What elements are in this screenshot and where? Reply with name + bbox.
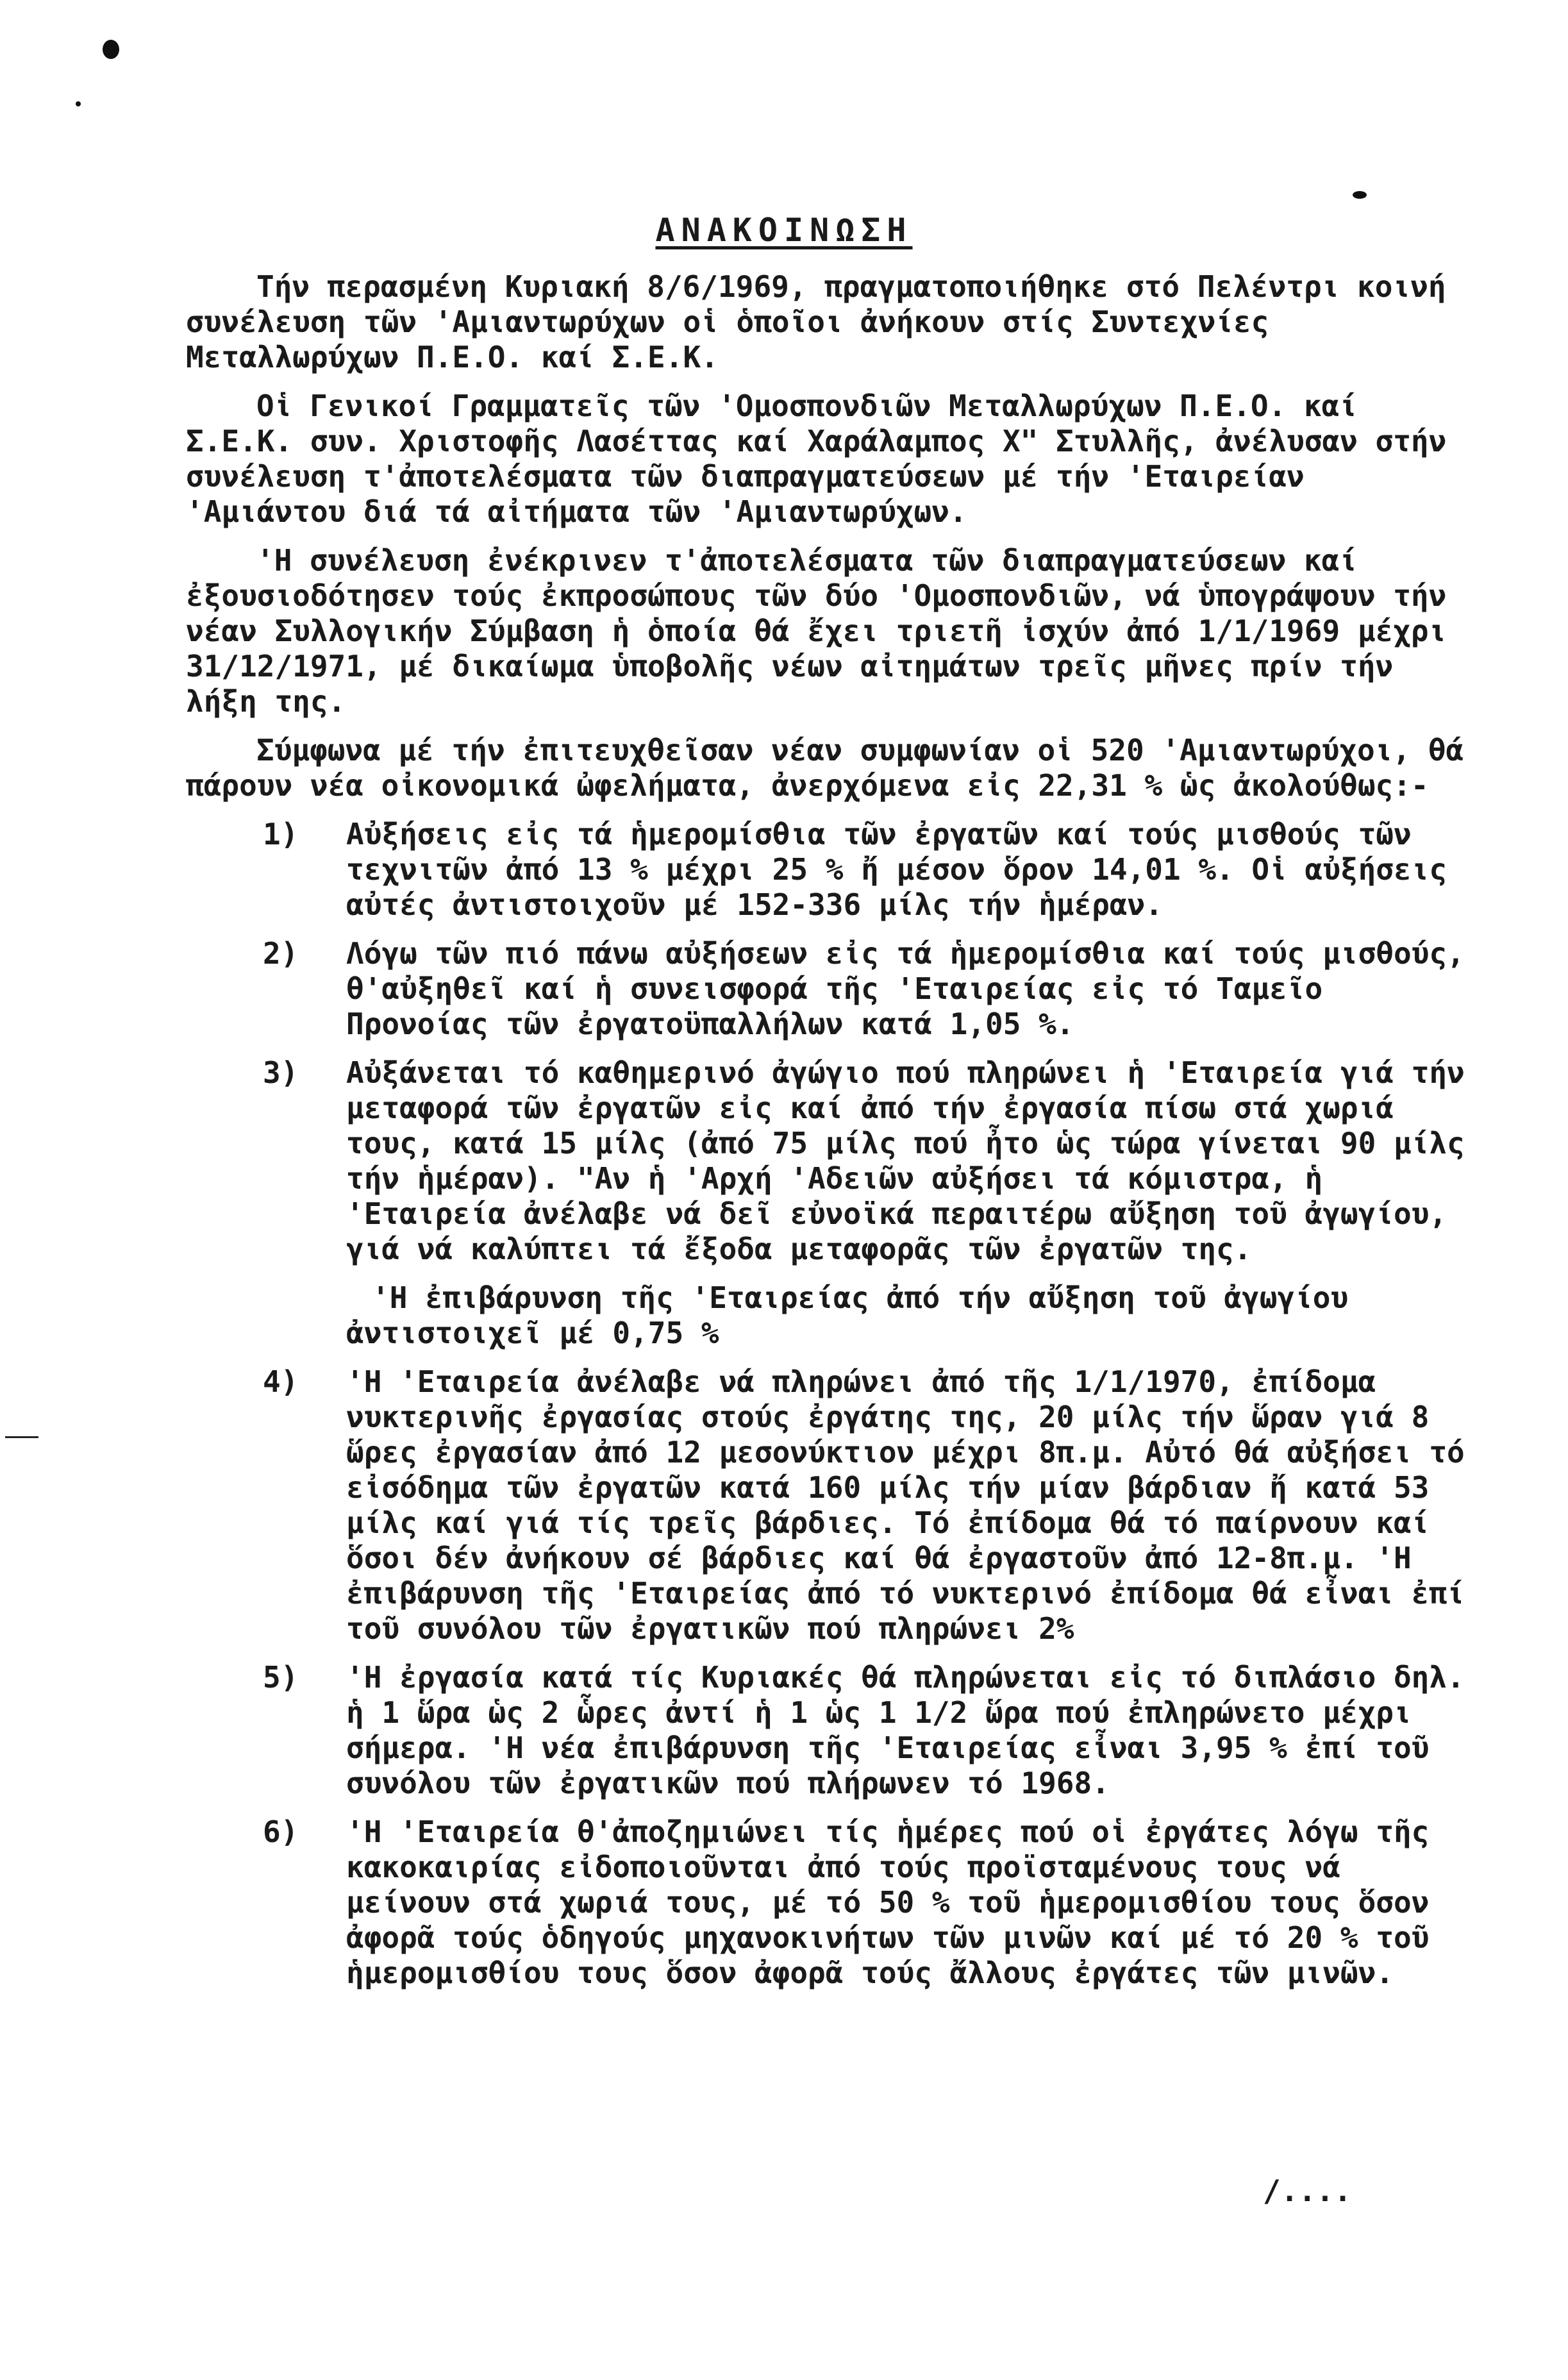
list-item-number: 2) [263, 936, 299, 971]
list-item [186, 1055, 1474, 1267]
list-item-number: 3) [263, 1055, 299, 1090]
continuation-mark: /.... [1263, 2174, 1352, 2208]
list-item-number: 4) [263, 1364, 299, 1399]
list-item-number: 6) [263, 1814, 299, 1849]
paragraph-agreement: Σύμφωνα μέ τήν ἐπιτευχθεῖσαν νέαν συμφωνίαν οἱ 520 'Αμιαντωρύχοι, θά πάρουν νέα οἰκονομικά ὠφελήματα, ἀνερχόμενα εἰς 22,31 % ὡς ἀκολούθως:- [186, 733, 1464, 803]
list-item [186, 1814, 1474, 1991]
list-item-text: 'Η ἐργασία κατά τίς Κυριακές θά πληρώνεται εἰς τό διπλάσιο δηλ. ἡ 1 ὥρα ὡς 2 ὧρες ἀντί ἡ 1 ὡς 1 1/2 ὥρα πού ἐπληρώνετο μέχρι σήμερα. 'Η νέα ἐπιβάρυνση τῆς 'Εταιρείας εἶναι 3,95 % ἐπί τοῦ συνόλου τῶν ἐργατικῶν πού πλήρωνεν τό 1968. [346, 1660, 1465, 1800]
list-item [186, 817, 1474, 923]
list-item [186, 1660, 1474, 1801]
scan-mark-top-left-dot [76, 101, 81, 106]
list-item-text: 'Η 'Εταιρεία ἀνέλαβε νά πληρώνει ἀπό τῆς 1/1/1970, ἐπίδομα νυκτερινῆς ἐργασίας στούς ἐργάτης της, 20 μίλς τήν ὥραν γιά 8 ὥρες ἐργασίαν ἀπό 12 μεσονύκτιον μέχρι 8π.μ. Αὐτό θά αὐξήσει τό εἰσόδημα τῶν ἐργατῶν κατά 160 μίλς τήν μίαν βάρδιαν ἤ κατά 53 μίλς καί γιά τίς τρεῖς βάρδιες. Τό ἐπίδομα θά τό παίρνουν καί ὅσοι δέν ἀνήκουν σέ βάρδιες καί θά ἐργαστοῦν ἀπό 12-8π.μ. 'Η ἐπιβάρυνση τῆς 'Εταιρείας ἀπό τό νυκτερινό ἐπίδομα θά εἶναι ἐπί τοῦ συνόλου τῶν ἐργατικῶν πού πληρώνει 2% [346, 1364, 1465, 1646]
list-item-text: Αὐξάνεται τό καθημερινό ἀγώγιο πού πληρώνει ἡ 'Εταιρεία γιά τήν μεταφορά τῶν ἐργατῶν εἰς καί ἀπό τήν ἐργασία πίσω στά χωριά τους, κατά 15 μίλς (ἀπό 75 μίλς πού ἦτο ὡς τώρα γίνεται 90 μίλς τήν ἡμέραν). "Αν ἡ 'Αρχή 'Αδειῶν αὐξήσει τά κόμιστρα, ἡ 'Εταιρεία ἀνέλαβε νά δεῖ εὐνοϊκά περαιτέρω αὔξηση τοῦ ἀγωγίου, γιά νά καλύπτει τά ἔξοδα μεταφορᾶς τῶν ἐργατῶν της. [346, 1055, 1465, 1266]
document-body [186, 269, 1474, 2004]
list-item-number: 1) [263, 817, 299, 851]
list-item-subparagraph: 'Η ἐπιβάρυνση τῆς 'Εταιρείας ἀπό τήν αὔξηση τοῦ ἀγωγίου ἀντιστοιχεῖ μέ 0,75 % [346, 1280, 1349, 1350]
paragraph-approval: 'Η συνέλευση ἐνέκρινεν τ'ἀποτελέσματα τῶν διαπραγματεύσεων καί ἐξουσιοδότησεν τούς ἐκπροσώπους τῶν δύο 'Ομοσπονδιῶν, νά ὑπογράψουν τήν νέαν Συλλογικήν Σύμβαση ἡ ὁποία θά ἔχει τριετῆ ἰσχύν ἀπό 1/1/1969 μέχρι 31/12/1971, μέ δικαίωμα ὑποβολῆς νέων αἰτημάτων τρεῖς μῆνες πρίν τήν λήξη της. [186, 543, 1447, 719]
scan-mark-top-left [103, 40, 119, 59]
page-title: ΑΝΑΚΟΙΝΩΣΗ [655, 212, 913, 249]
list-item-text: Αὐξήσεις εἰς τά ἡμερομίσθια τῶν ἐργατῶν καί τούς μισθούς τῶν τεχνιτῶν ἀπό 13 % μέχρι 25 % ἤ μέσον ὅρον 14,01 %. Οἱ αὐξήσεις αὐτές ἀντιστοιχοῦν μέ 152-336 μίλς τήν ἡμέραν. [346, 817, 1447, 922]
list-item-text: 'Η 'Εταιρεία θ'ἀποζημιώνει τίς ἡμέρες πού οἱ ἐργάτες λόγω τῆς κακοκαιρίας εἰδοποιοῦνται ἀπό τούς προϊσταμένους τους νά μείνουν στά χωριά τους, μέ τό 50 % τοῦ ἡμερομισθίου τους ὅσον ἀφορᾶ τούς ὁδηγούς μηχανοκινήτων τῶν μινῶν καί μέ τό 20 % τοῦ ἡμερομισθίου τους ὅσον ἀφορᾶ τούς ἄλλους ἐργάτες τῶν μινῶν. [346, 1814, 1430, 1990]
list-item [186, 936, 1474, 1042]
scan-mark-left-dash [5, 1436, 38, 1438]
paragraph-secretaries: Οἱ Γενικοί Γραμματεῖς τῶν 'Ομοσπονδιῶν Μεταλλωρύχων Π.Ε.Ο. καί Σ.Ε.Κ. συν. Χριστοφῆς Λασέττας καί Χαράλαμπος Χ" Στυλλῆς, ἀνέλυσαν στήν συνέλευση τ'ἀποτελέσματα τῶν διαπραγματεύσεων μέ τήν 'Εταιρείαν 'Αμιάντου διά τά αἰτήματα τῶν 'Αμιαντωρύχων. [186, 389, 1447, 529]
paragraph-meeting: Τήν περασμένη Κυριακή 8/6/1969, πραγματοποιήθηκε στό Πελέντρι κοινή συνέλευση τῶν 'Αμιαντωρύχων οἱ ὁποῖοι ἀνήκουν στίς Συντεχνίες Μεταλλωρύχων Π.Ε.Ο. καί Σ.Ε.Κ. [186, 269, 1446, 374]
list-item-text: Λόγω τῶν πιό πάνω αὐξήσεων εἰς τά ἡμερομίσθια καί τούς μισθούς, θ'αὐξηθεῖ καί ἡ συνεισφορά τῆς 'Εταιρείας εἰς τό Ταμεῖο Προνοίας τῶν ἐργατοϋπαλλήλων κατά 1,05 %. [346, 936, 1465, 1041]
scan-mark-top-right [1353, 191, 1367, 199]
list-item [186, 1364, 1474, 1647]
list-item-number: 5) [263, 1660, 299, 1695]
